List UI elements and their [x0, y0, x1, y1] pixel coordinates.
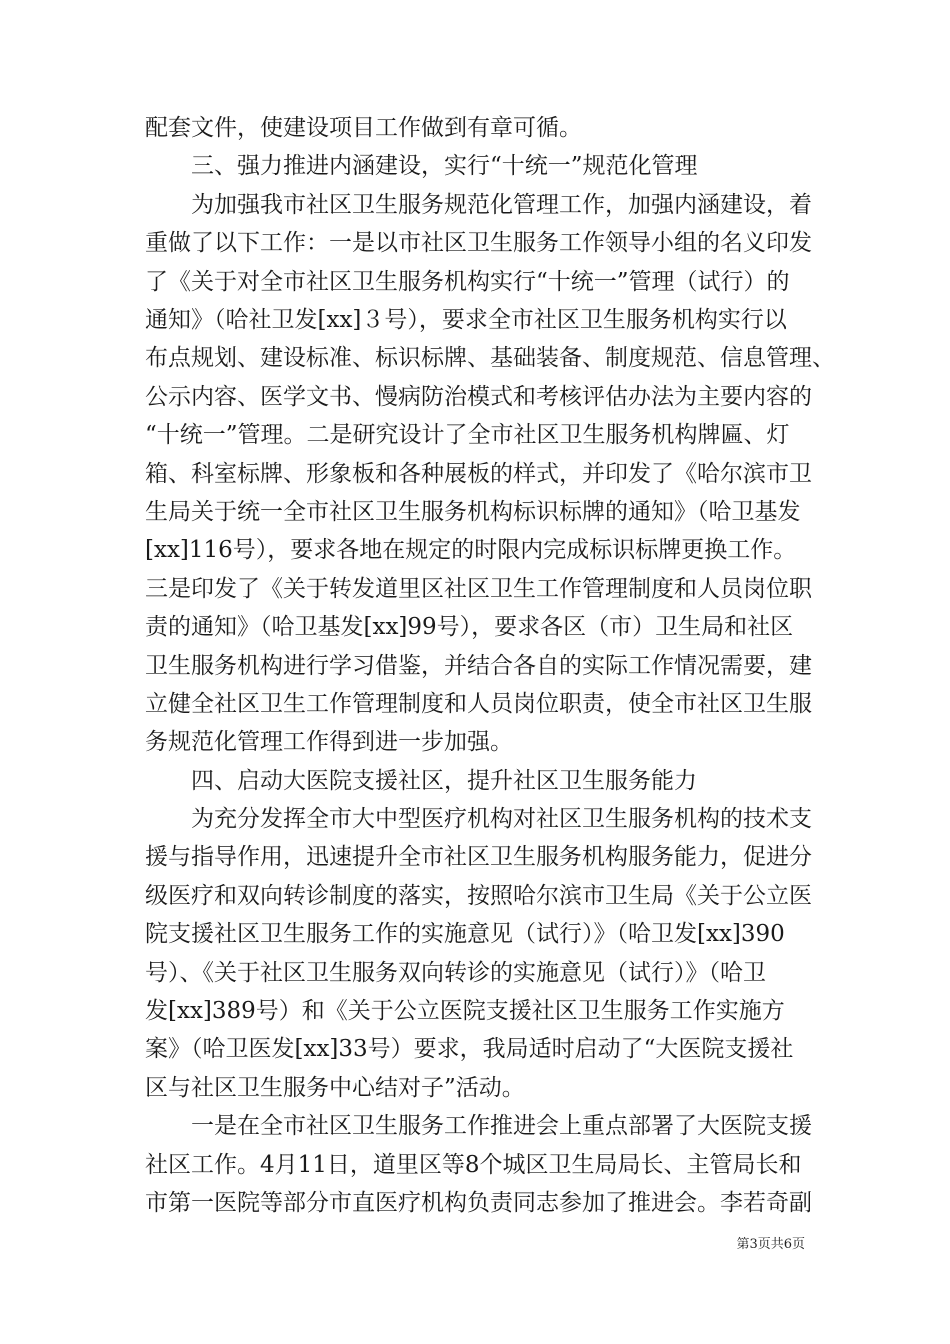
text-line: 发[xx]389号）和《关于公立医院支援社区卫生服务工作实施方 [145, 998, 785, 1024]
text-line: 为加强我市社区卫生服务规范化管理工作，加强内涵建设，着 [145, 192, 812, 218]
section-heading: 四、启动大医院支援社区，提升社区卫生服务能力 [145, 768, 697, 794]
text-line: 级医疗和双向转诊制度的落实，按照哈尔滨市卫生局《关于公立医 [145, 883, 812, 909]
text-line: 一是在全市社区卫生服务工作推进会上重点部署了大医院支援 [145, 1113, 812, 1139]
text-line: 公示内容、医学文书、慢病防治模式和考核评估办法为主要内容的 [145, 384, 812, 410]
text-line: 为充分发挥全市大中型医疗机构对社区卫生服务机构的技术支 [145, 806, 812, 832]
text-line: 立健全社区卫生工作管理制度和人员岗位职责，使全市社区卫生服 [145, 691, 812, 717]
page-number: 第3页共6页 [736, 1237, 805, 1252]
text-line: 号）、《关于社区卫生服务双向转诊的实施意见（试行）》（哈卫 [145, 960, 766, 986]
text-line: 配套文件，使建设项目工作做到有章可循。 [145, 115, 582, 141]
section-heading: 三、强力推进内涵建设，实行“十统一”规范化管理 [145, 153, 698, 179]
text-line: 布点规划、建设标准、标识标牌、基础装备、制度规范、信息管理、 [145, 345, 835, 371]
text-line: 三是印发了《关于转发道里区社区卫生工作管理制度和人员岗位职 [145, 576, 812, 602]
text-line: 社区工作。4月11日，道里区等8个城区卫生局局长、主管局长和 [145, 1152, 802, 1178]
text-line: 了《关于对全市社区卫生服务机构实行“十统一”管理（试行）的 [145, 269, 790, 295]
text-line: 援与指导作用，迅速提升全市社区卫生服务机构服务能力，促进分 [145, 844, 812, 870]
text-line: 务规范化管理工作得到进一步加强。 [145, 729, 513, 755]
text-line: 通知》（哈社卫发[xx]３号），要求全市社区卫生服务机构实行以 [145, 307, 787, 333]
text-line: 卫生服务机构进行学习借鉴，并结合各自的实际工作情况需要，建 [145, 653, 812, 679]
text-line: 重做了以下工作：一是以市社区卫生服务工作领导小组的名义印发 [145, 230, 812, 256]
text-line: 区与社区卫生服务中心结对子”活动。 [145, 1075, 525, 1101]
text-line: 市第一医院等部分市直医疗机构负责同志参加了推进会。李若奇副 [145, 1190, 812, 1216]
text-line: 箱、科室标牌、形象板和各种展板的样式，并印发了《哈尔滨市卫 [145, 461, 812, 487]
text-line: “十统一”管理。二是研究设计了全市社区卫生服务机构牌匾、灯 [145, 422, 790, 448]
text-line: 案》（哈卫医发[xx]33号）要求，我局适时启动了“大医院支援社 [145, 1036, 794, 1062]
text-line: 生局关于统一全市社区卫生服务机构标识标牌的通知》（哈卫基发 [145, 499, 801, 525]
text-line: [xx]116号），要求各地在规定的时限内完成标识标牌更换工作。 [145, 537, 797, 563]
text-line: 院支援社区卫生服务工作的实施意见（试行）》（哈卫发[xx]390 [145, 921, 785, 947]
text-line: 责的通知》（哈卫基发[xx]99号），要求各区（市）卫生局和社区 [145, 614, 794, 640]
